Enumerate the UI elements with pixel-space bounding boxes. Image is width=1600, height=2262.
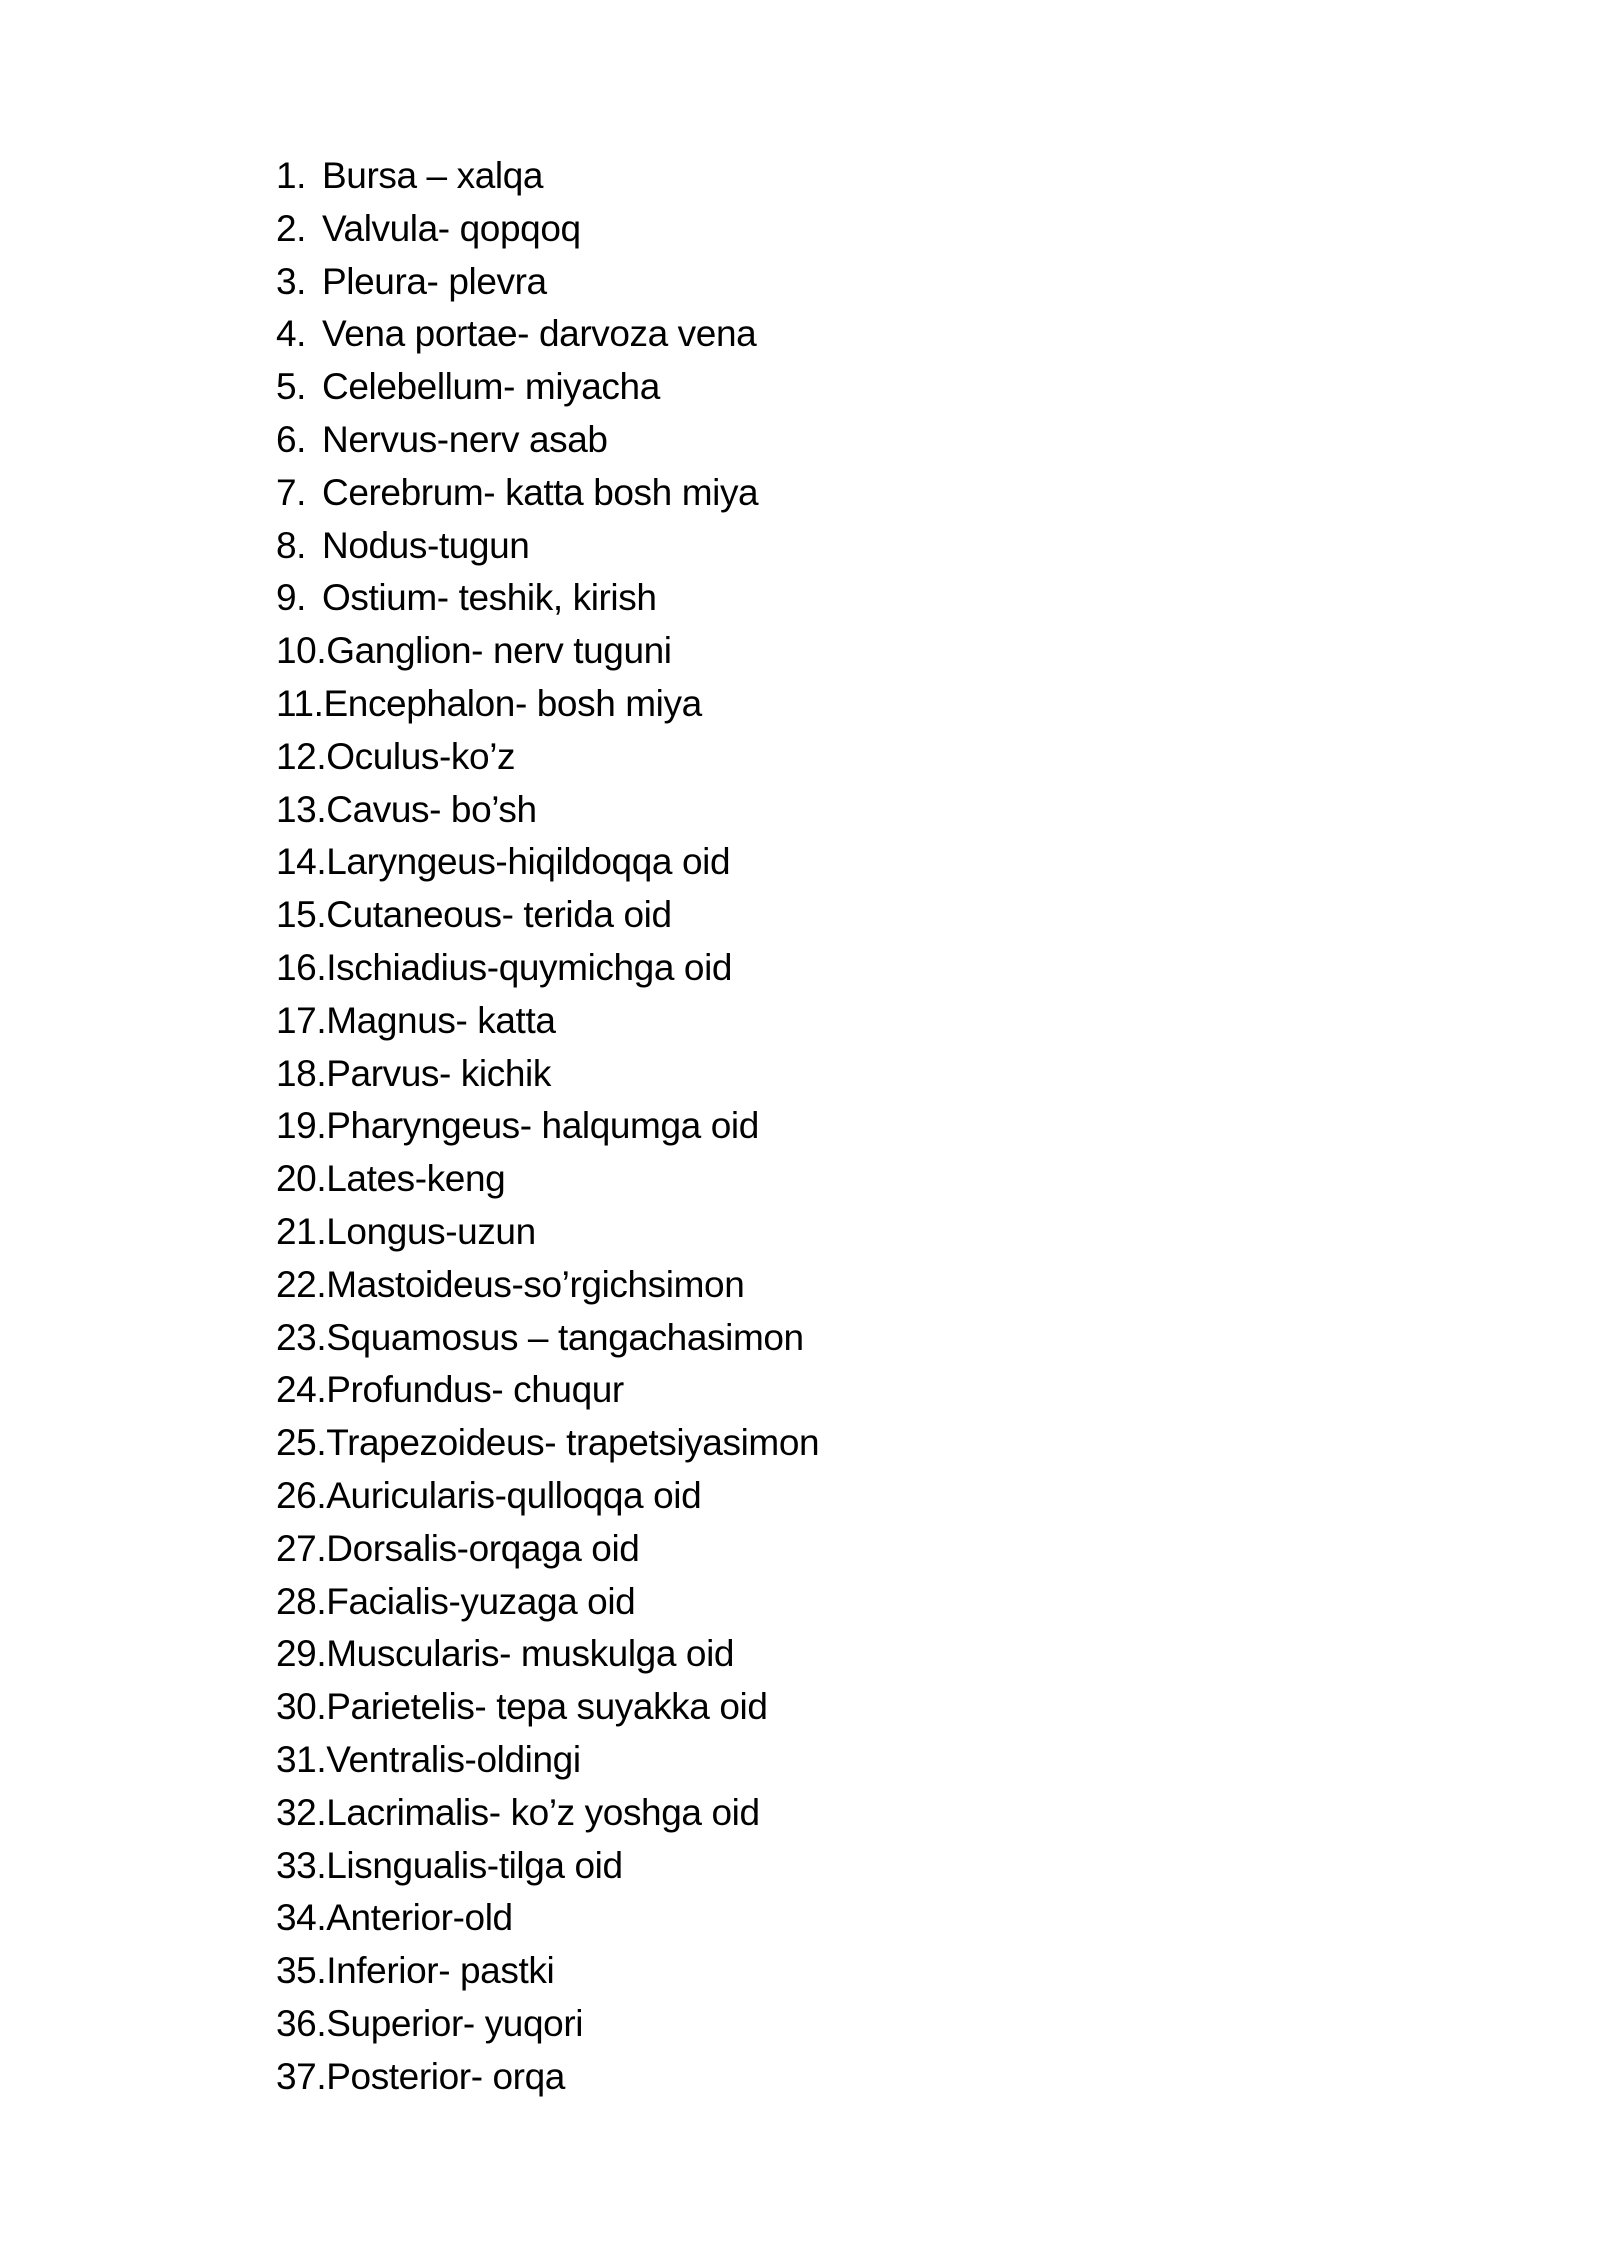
list-item (276, 784, 1500, 837)
list-item-text: Lisngualis-tilga oid (326, 1844, 623, 1886)
list-item-text: Cutaneous- terida oid (326, 894, 672, 936)
list-item (276, 731, 1500, 784)
list-item-number: 30. (276, 1686, 327, 1728)
list-item-text: Bursa – xalqa (322, 155, 544, 196)
list-item (276, 1840, 1500, 1893)
list-item-text: Trapezoideus- trapetsiyasimon (326, 1422, 820, 1464)
list-item-text: Dorsalis-orqaga oid (326, 1527, 640, 1569)
list-item-number: 8. (276, 524, 307, 566)
list-item-text: Facialis-yuzaga oid (326, 1580, 636, 1622)
list-item-number: 22. (276, 1263, 327, 1305)
list-item (276, 1259, 1500, 1312)
list-item (276, 889, 1500, 942)
list-item-number: 4. (276, 313, 307, 355)
list-item-number: 12. (276, 735, 327, 777)
list-item-text: Cavus- bo’sh (326, 788, 537, 830)
list-item-number: 24. (276, 1369, 327, 1411)
list-item (276, 942, 1500, 995)
list-item-text: Parietelis- tepa suyakka oid (326, 1686, 768, 1728)
list-item (276, 520, 1500, 573)
list-item (276, 995, 1500, 1048)
list-item-number: 29. (276, 1633, 327, 1675)
list-item-text: Superior- yuqori (326, 2002, 584, 2044)
list-item-number: 32. (276, 1791, 327, 1833)
list-item (276, 1364, 1500, 1417)
list-item (276, 150, 1500, 203)
list-item-number: 20. (276, 1158, 327, 1200)
list-item-number: 18. (276, 1052, 327, 1094)
list-item-number: 33. (276, 1844, 327, 1886)
list-item-number: 23. (276, 1316, 327, 1358)
list-item (276, 1206, 1500, 1259)
list-item-text: Encephalon- bosh miya (323, 682, 702, 724)
list-item (276, 203, 1500, 256)
list-item-text: Lacrimalis- ko’z yoshga oid (326, 1791, 760, 1833)
list-item-number: 14. (276, 841, 327, 883)
list-item (276, 1576, 1500, 1629)
list-item (276, 1153, 1500, 1206)
list-item (276, 1100, 1500, 1153)
list-item-number: 5. (276, 366, 307, 408)
list-item-text: Celebellum- miyacha (322, 366, 660, 408)
list-item-number: 2. (276, 207, 307, 249)
list-item-text: Ischiadius-quymichga oid (326, 946, 733, 988)
list-item-number: 15. (276, 894, 327, 936)
list-item-text: Oculus-ko’z (326, 735, 516, 777)
list-item (276, 625, 1500, 678)
list-item-number: 16. (276, 946, 327, 988)
list-item (276, 572, 1500, 625)
list-item-text: Ganglion- nerv tuguni (326, 630, 672, 672)
list-item-number: 25. (276, 1422, 327, 1464)
list-item-text: Lates-keng (326, 1158, 506, 1200)
list-item (276, 1417, 1500, 1470)
list-item-number: 1. (276, 155, 307, 196)
list-item-number: 35. (276, 1950, 327, 1992)
list-item (276, 1048, 1500, 1101)
term-list (276, 150, 1500, 2103)
list-item (276, 1628, 1500, 1681)
list-item (276, 361, 1500, 414)
list-item-text: Nodus-tugun (322, 524, 530, 566)
list-item-number: 27. (276, 1527, 327, 1569)
list-item-text: Ventralis-oldingi (326, 1738, 581, 1780)
list-item-text: Muscularis- muskulga oid (326, 1633, 735, 1675)
list-item (276, 1945, 1500, 1998)
list-item-number: 26. (276, 1474, 327, 1516)
list-item-text: Inferior- pastki (326, 1950, 555, 1992)
list-item (276, 1892, 1500, 1945)
list-item-number: 13. (276, 788, 327, 830)
list-item (276, 1470, 1500, 1523)
list-item-text: Mastoideus-so’rgichsimon (326, 1263, 745, 1305)
list-item-text: Pleura- plevra (322, 260, 547, 302)
list-item (276, 678, 1500, 731)
list-item-text: Valvula- qopqoq (322, 207, 581, 249)
list-item-text: Laryngeus-hiqildoqqa oid (326, 841, 731, 883)
list-item (276, 1523, 1500, 1576)
list-item (276, 2051, 1500, 2104)
list-item-text: Posterior- orqa (326, 2055, 565, 2097)
list-item (276, 836, 1500, 889)
list-item (276, 1998, 1500, 2051)
list-item (276, 467, 1500, 520)
list-item (276, 1312, 1500, 1365)
list-item (276, 256, 1500, 309)
list-item-text: Cerebrum- katta bosh miya (322, 471, 759, 513)
list-item (276, 1787, 1500, 1840)
list-item-text: Longus-uzun (326, 1210, 536, 1252)
list-item-number: 10. (276, 630, 327, 672)
list-item-text: Pharyngeus- halqumga oid (326, 1105, 759, 1147)
list-item-number: 19. (276, 1105, 327, 1147)
list-item-number: 7. (276, 471, 307, 513)
list-item-text: Nervus-nerv asab (322, 418, 608, 460)
list-item-text: Anterior-old (326, 1897, 513, 1939)
list-item-number: 21. (276, 1210, 327, 1252)
list-item-number: 37. (276, 2055, 327, 2097)
list-item-text: Magnus- katta (326, 999, 556, 1041)
list-item-text: Auricularis-qulloqqa oid (326, 1474, 702, 1516)
list-item-number: 36. (276, 2002, 327, 2044)
list-item-text: Ostium- teshik, kirish (322, 577, 657, 619)
list-item-number: 9. (276, 577, 307, 619)
list-item-number: 17. (276, 999, 327, 1041)
list-item-text: Profundus- chuqur (326, 1369, 624, 1411)
list-item (276, 1681, 1500, 1734)
list-item (276, 1734, 1500, 1787)
list-item-text: Vena portae- darvoza vena (322, 313, 757, 355)
list-item-text: Parvus- kichik (326, 1052, 551, 1094)
list-item-number: 11. (276, 682, 324, 724)
list-item-number: 31. (276, 1738, 327, 1780)
list-item-text: Squamosus – tangachasimon (326, 1316, 804, 1358)
list-item-number: 34. (276, 1897, 327, 1939)
list-item-number: 28. (276, 1580, 327, 1622)
list-item-number: 3. (276, 260, 307, 302)
list-item (276, 414, 1500, 467)
list-item (276, 308, 1500, 361)
list-item-number: 6. (276, 418, 307, 460)
